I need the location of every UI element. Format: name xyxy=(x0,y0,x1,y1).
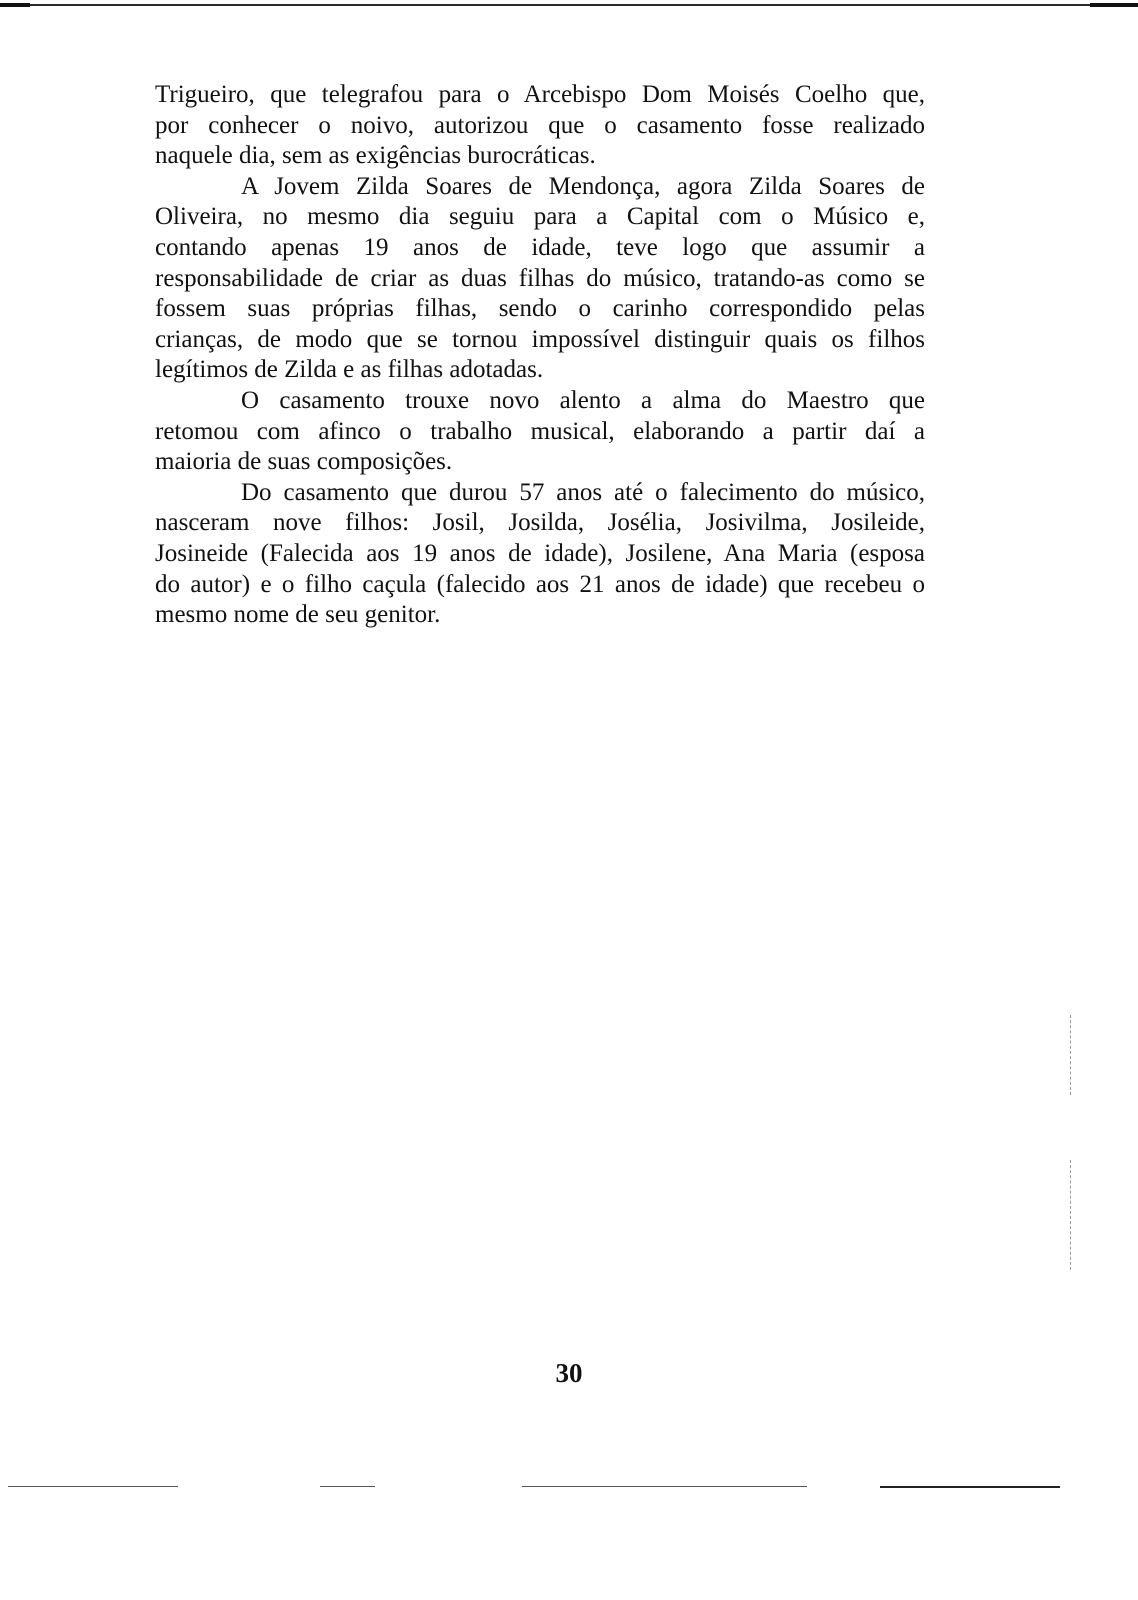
text-line: responsabilidade de criar as duas filhas do músico, tratando-as como se xyxy=(155,264,925,292)
text-line: Do casamento que durou 57 anos até o falecimento do músico, xyxy=(241,478,925,506)
scan-top-border xyxy=(0,4,1138,6)
text-line: por conhecer o noivo, autorizou que o casamento fosse realizado xyxy=(155,111,925,139)
text-line: legítimos de Zilda e as filhas adotadas. xyxy=(155,356,544,384)
text-line: O casamento trouxe novo alento a alma do Maestro que xyxy=(241,386,925,414)
body-text xyxy=(155,80,925,631)
text-line: fossem suas próprias filhas, sendo o carinho correspondido pelas xyxy=(155,295,925,323)
page-number: 30 xyxy=(555,1358,583,1388)
text-line: naquele dia, sem as exigências burocráticas. xyxy=(155,142,596,170)
paragraph-4 xyxy=(155,478,925,631)
text-line: retomou com afinco o trabalho musical, elaborando a partir daí a xyxy=(155,417,925,445)
scan-corner-mark-right xyxy=(1090,3,1138,7)
text-line: nasceram nove filhos: Josil, Josilda, Josélia, Josivilma, Josileide, xyxy=(155,509,925,537)
text-line: crianças, de modo que se tornou impossível distinguir quais os filhos xyxy=(155,325,925,353)
scan-edge-artifact xyxy=(1070,1160,1072,1270)
text-line: Josineide (Falecida aos 19 anos de idade), Josilene, Ana Maria (esposa xyxy=(155,539,925,567)
paragraph-2 xyxy=(155,172,925,386)
text-line: A Jovem Zilda Soares de Mendonça, agora Zilda Soares de xyxy=(241,172,925,200)
text-line: contando apenas 19 anos de idade, teve logo que assumir a xyxy=(155,233,925,261)
text-line: do autor) e o filho caçula (falecido aos 21 anos de idade) que recebeu o xyxy=(155,570,925,598)
text-line: maioria de suas composições. xyxy=(155,448,453,476)
scan-bottom-rule xyxy=(320,1486,375,1487)
scan-edge-artifact xyxy=(1070,1015,1072,1095)
text-line: Oliveira, no mesmo dia seguiu para a Capital com o Músico e, xyxy=(155,203,925,231)
paragraph-3 xyxy=(155,386,925,478)
paragraph-1 xyxy=(155,80,925,172)
scan-corner-mark-left xyxy=(0,3,30,7)
scan-bottom-rule xyxy=(8,1486,178,1487)
scan-bottom-rule xyxy=(522,1486,807,1487)
scan-bottom-rule xyxy=(880,1486,1060,1488)
text-line: mesmo nome de seu genitor. xyxy=(155,601,441,629)
text-line: Trigueiro, que telegrafou para o Arcebispo Dom Moisés Coelho que, xyxy=(155,81,925,108)
